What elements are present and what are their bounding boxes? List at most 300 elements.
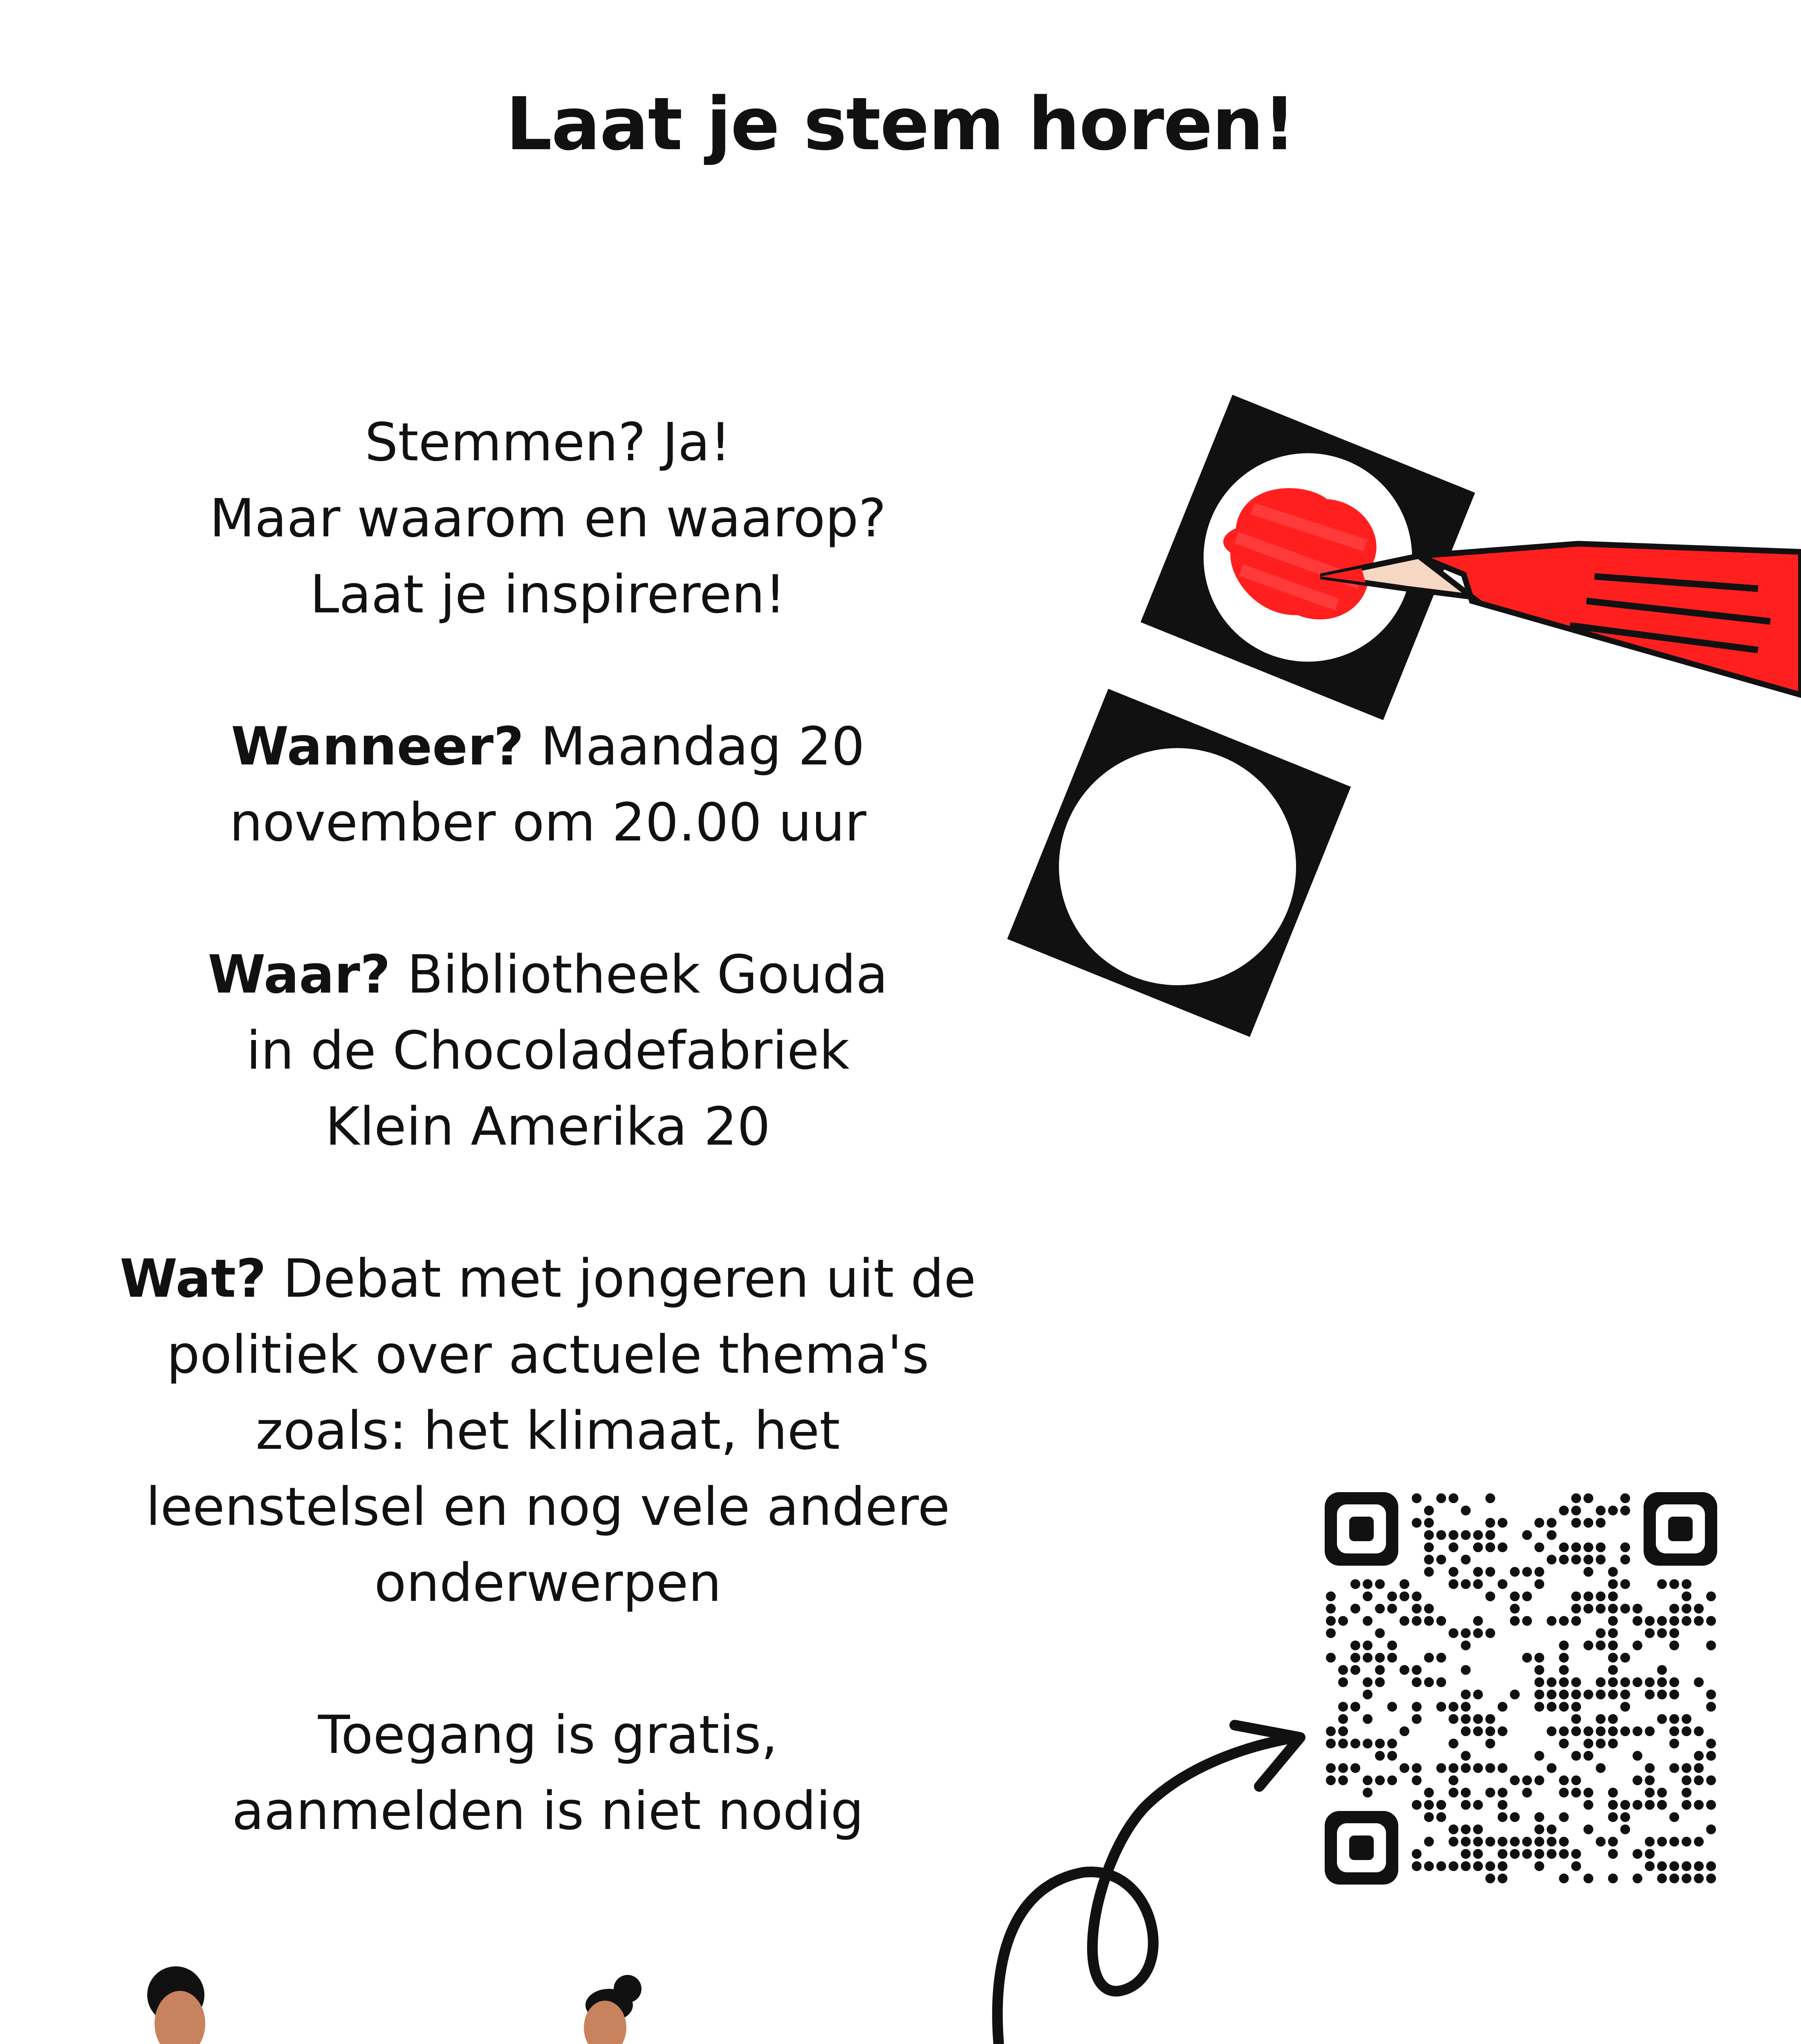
qr-module	[1547, 1849, 1557, 1859]
qr-module	[1596, 1542, 1606, 1552]
qr-module	[1571, 1591, 1581, 1601]
qr-module	[1350, 1739, 1360, 1748]
qr-module	[1461, 1726, 1471, 1736]
qr-module	[1583, 1751, 1593, 1761]
qr-module	[1387, 1653, 1397, 1663]
qr-module	[1461, 1763, 1471, 1773]
qr-module	[1375, 1677, 1385, 1687]
qr-module	[1449, 1493, 1458, 1503]
qr-module	[1706, 1751, 1716, 1761]
qr-module	[1461, 1628, 1471, 1638]
qr-module	[1571, 1518, 1581, 1528]
qr-module	[1498, 1763, 1507, 1773]
qr-module	[1559, 1677, 1569, 1687]
qr-module	[1645, 1788, 1655, 1797]
qr-module	[1338, 1726, 1348, 1736]
qr-module	[1534, 1751, 1544, 1761]
qr-module	[1583, 1690, 1593, 1699]
qr-module	[1596, 1677, 1606, 1687]
qr-module	[1608, 1641, 1618, 1650]
qr-module	[1682, 1726, 1691, 1736]
qr-module	[1706, 1800, 1716, 1810]
qr-module	[1645, 1800, 1655, 1810]
qr-module	[1473, 1579, 1483, 1589]
qr-module	[1412, 1861, 1422, 1871]
qr-module	[1694, 1726, 1704, 1736]
qr-module	[1608, 1616, 1618, 1626]
qr-module	[1387, 1751, 1397, 1761]
qr-module	[1669, 1861, 1679, 1871]
qr-module	[1596, 1506, 1606, 1515]
qr-module	[1633, 1677, 1642, 1687]
qr-module	[1571, 1775, 1581, 1785]
qr-module	[1559, 1812, 1569, 1822]
qr-module	[1473, 1616, 1483, 1626]
qr-module	[1498, 1837, 1507, 1847]
qr-module	[1485, 1714, 1495, 1724]
qr-module	[1338, 1616, 1348, 1626]
qr-module	[1424, 1861, 1434, 1871]
qr-module	[1547, 1824, 1557, 1834]
qr-module	[1412, 1604, 1422, 1614]
qr-module	[1706, 1702, 1716, 1712]
qr-module	[1338, 1763, 1348, 1773]
qr-module	[1596, 1690, 1606, 1699]
qr-module	[1571, 1726, 1581, 1736]
qr-module	[1571, 1751, 1581, 1761]
qr-module	[1473, 1542, 1483, 1552]
qr-module	[1449, 1788, 1458, 1797]
qr-module	[1571, 1788, 1581, 1797]
qr-module	[1571, 1861, 1581, 1871]
qr-module	[1412, 1677, 1422, 1687]
qr-module	[1510, 1567, 1520, 1577]
qr-module	[1559, 1874, 1569, 1883]
qr-module	[1436, 1861, 1446, 1871]
qr-module	[1485, 1726, 1495, 1736]
qr-module	[1424, 1567, 1434, 1577]
qr-module	[1498, 1579, 1507, 1589]
qr-module	[1620, 1604, 1630, 1614]
qr-module	[1559, 1616, 1569, 1626]
qr-module	[1412, 1616, 1422, 1626]
qr-module	[1706, 1690, 1716, 1699]
qr-module	[1706, 1616, 1716, 1626]
qr-module	[1559, 1506, 1569, 1515]
qr-module	[1682, 1604, 1691, 1614]
qr-module	[1596, 1628, 1606, 1638]
qr-module	[1436, 1800, 1446, 1810]
qr-module	[1669, 1616, 1679, 1626]
qr-module	[1633, 1604, 1642, 1614]
qr-module	[1375, 1604, 1385, 1614]
qr-module	[1694, 1604, 1704, 1614]
qr-module	[1510, 1837, 1520, 1847]
qr-module	[1669, 1763, 1679, 1773]
qr-module	[1682, 1800, 1691, 1810]
qr-module	[1682, 1763, 1691, 1773]
qr-module	[1424, 1837, 1434, 1847]
qr-module	[1510, 1591, 1520, 1601]
qr-module	[1363, 1788, 1373, 1797]
qr-module	[1485, 1518, 1495, 1528]
qr-module	[1436, 1653, 1446, 1663]
qr-module	[1473, 1800, 1483, 1810]
qr-module	[1522, 1775, 1532, 1785]
qr-module	[1485, 1874, 1495, 1883]
qr-module	[1694, 1775, 1704, 1785]
qr-module	[1706, 1874, 1716, 1883]
qr-module	[1363, 1739, 1373, 1748]
qr-module	[1559, 1775, 1569, 1785]
qr-module	[1449, 1567, 1458, 1577]
when-label: Wanneer?	[231, 716, 524, 777]
qr-module	[1338, 1702, 1348, 1712]
qr-module	[1363, 1591, 1373, 1601]
qr-module	[1608, 1604, 1618, 1614]
qr-module	[1669, 1677, 1679, 1687]
qr-module	[1424, 1530, 1434, 1540]
qr-module	[1682, 1591, 1691, 1601]
qr-module	[1608, 1812, 1618, 1822]
qr-module	[1326, 1739, 1336, 1748]
qr-module	[1436, 1677, 1446, 1687]
qr-module	[1571, 1604, 1581, 1614]
qr-module	[1669, 1812, 1679, 1822]
qr-module	[1669, 1726, 1679, 1736]
qr-module	[1424, 1604, 1434, 1614]
access-line: aanmelden is niet nodig	[232, 1781, 864, 1842]
qr-module	[1387, 1604, 1397, 1614]
qr-module	[1363, 1579, 1373, 1589]
qr-module	[1547, 1555, 1557, 1564]
qr-module	[1657, 1837, 1667, 1847]
where-address: Klein Amerika 20	[325, 1096, 771, 1157]
qr-module	[1645, 1616, 1655, 1626]
qr-module	[1633, 1849, 1642, 1859]
qr-module	[1608, 1849, 1618, 1859]
qr-module	[1510, 1775, 1520, 1785]
qr-module	[1375, 1653, 1385, 1663]
qr-module	[1547, 1616, 1557, 1626]
qr-module	[1571, 1616, 1581, 1626]
qr-module	[1559, 1665, 1569, 1675]
access-line: Toegang is gratis,	[318, 1705, 778, 1766]
qr-module	[1559, 1555, 1569, 1564]
qr-module	[1498, 1726, 1507, 1736]
qr-module	[1596, 1604, 1606, 1614]
qr-module	[1608, 1567, 1618, 1577]
qr-module	[1412, 1849, 1422, 1859]
qr-module	[1412, 1714, 1422, 1724]
qr-module	[1608, 1690, 1618, 1699]
qr-finder-top-right	[1644, 1492, 1717, 1566]
qr-module	[1608, 1874, 1618, 1883]
qr-module	[1449, 1763, 1458, 1773]
qr-module	[1363, 1714, 1373, 1724]
qr-module	[1620, 1542, 1630, 1552]
qr-module	[1608, 1628, 1618, 1638]
qr-module	[1534, 1653, 1544, 1663]
qr-module	[1706, 1641, 1716, 1650]
qr-module	[1534, 1579, 1544, 1589]
qr-module	[1657, 1690, 1667, 1699]
qr-module	[1387, 1591, 1397, 1601]
qr-module	[1620, 1690, 1630, 1699]
qr-module	[1473, 1628, 1483, 1638]
qr-finder-bottom-left	[1325, 1811, 1398, 1885]
qr-module	[1534, 1665, 1544, 1675]
qr-module	[1583, 1788, 1593, 1797]
qr-module	[1534, 1567, 1544, 1577]
qr-module	[1596, 1641, 1606, 1650]
qr-module	[1461, 1861, 1471, 1871]
qr-module	[1473, 1861, 1483, 1871]
qr-module	[1547, 1763, 1557, 1773]
qr-module	[1498, 1702, 1507, 1712]
qr-module	[1363, 1653, 1373, 1663]
qr-module	[1682, 1714, 1691, 1724]
qr-module	[1559, 1641, 1569, 1650]
qr-module	[1596, 1726, 1606, 1736]
qr-module	[1620, 1506, 1630, 1515]
qr-module	[1620, 1653, 1630, 1663]
left-speaker	[65, 1966, 384, 2044]
qr-module	[1608, 1788, 1618, 1797]
qr-module	[1522, 1653, 1532, 1663]
qr-module	[1436, 1702, 1446, 1712]
qr-module	[1583, 1555, 1593, 1564]
qr-module	[1657, 1861, 1667, 1871]
qr-module	[1510, 1849, 1520, 1859]
qr-module	[1571, 1542, 1581, 1552]
qr-module	[1608, 1579, 1618, 1589]
qr-module	[1571, 1493, 1581, 1503]
qr-module	[1510, 1690, 1520, 1699]
qr-module	[1387, 1739, 1397, 1748]
qr-module	[1412, 1665, 1422, 1675]
qr-module	[1583, 1591, 1593, 1601]
qr-module	[1645, 1861, 1655, 1871]
qr-module	[1510, 1616, 1520, 1626]
qr-module	[1547, 1530, 1557, 1540]
qr-module	[1559, 1849, 1569, 1859]
qr-module	[1485, 1763, 1495, 1773]
qr-module	[1645, 1763, 1655, 1773]
qr-module	[1375, 1775, 1385, 1785]
qr-module	[1449, 1530, 1458, 1540]
qr-module	[1424, 1542, 1434, 1552]
qr-module	[1449, 1739, 1458, 1748]
qr-module	[1534, 1775, 1544, 1785]
qr-module	[1485, 1788, 1495, 1797]
qr-module	[1534, 1690, 1544, 1699]
qr-module	[1571, 1690, 1581, 1699]
qr-module	[1657, 1714, 1667, 1724]
when-date: Maandag 20	[541, 716, 865, 777]
qr-module	[1461, 1714, 1471, 1724]
qr-module	[1449, 1542, 1458, 1552]
qr-module	[1596, 1591, 1606, 1601]
qr-module	[1449, 1579, 1458, 1589]
qr-module	[1461, 1788, 1471, 1797]
qr-module	[1375, 1665, 1385, 1675]
qr-module	[1669, 1690, 1679, 1699]
qr-module	[1559, 1702, 1569, 1712]
qr-module	[1620, 1579, 1630, 1589]
qr-module	[1510, 1812, 1520, 1822]
qr-module	[1583, 1726, 1593, 1736]
qr-module	[1534, 1518, 1544, 1528]
where-building: in de Chocoladefabriek	[246, 1020, 850, 1081]
qr-module	[1694, 1874, 1704, 1883]
what-text: onderwerpen	[374, 1553, 722, 1614]
qr-module	[1412, 1763, 1422, 1773]
qr-module	[1596, 1739, 1606, 1748]
qr-module	[1424, 1518, 1434, 1528]
qr-module	[1498, 1518, 1507, 1528]
qr-module	[1583, 1542, 1593, 1552]
qr-module	[1350, 1702, 1360, 1712]
page-title: Laat je stem horen!	[505, 82, 1296, 166]
qr-module	[1657, 1788, 1667, 1797]
qr-module	[1400, 1726, 1409, 1736]
what-label: Wat?	[119, 1248, 267, 1309]
qr-module	[1571, 1849, 1581, 1859]
qr-module	[1620, 1702, 1630, 1712]
qr-module	[1363, 1641, 1373, 1650]
qr-module	[1633, 1775, 1642, 1785]
qr-module	[1485, 1591, 1495, 1601]
qr-module	[1424, 1653, 1434, 1663]
qr-module	[1694, 1763, 1704, 1773]
qr-module	[1436, 1763, 1446, 1773]
qr-module	[1375, 1739, 1385, 1748]
intro-line: Maar waarom en waarop?	[209, 488, 886, 549]
qr-module	[1534, 1702, 1544, 1712]
qr-module	[1498, 1542, 1507, 1552]
qr-module	[1645, 1837, 1655, 1847]
qr-module	[1473, 1763, 1483, 1773]
qr-module	[1645, 1849, 1655, 1859]
qr-module	[1706, 1591, 1716, 1601]
qr-module	[1608, 1726, 1618, 1736]
qr-module	[1559, 1690, 1569, 1699]
qr-module	[1387, 1775, 1397, 1785]
qr-module	[1424, 1616, 1434, 1626]
qr-code	[1325, 1492, 1717, 1885]
intro-line: Stemmen? Ja!	[365, 412, 731, 473]
qr-module	[1694, 1800, 1704, 1810]
qr-module	[1657, 1628, 1667, 1638]
qr-module	[1350, 1763, 1360, 1773]
qr-module	[1706, 1775, 1716, 1785]
qr-module	[1400, 1579, 1409, 1589]
qr-module	[1449, 1702, 1458, 1712]
qr-module	[1559, 1739, 1569, 1748]
qr-module	[1473, 1690, 1483, 1699]
qr-module	[1522, 1591, 1532, 1601]
when-time: november om 20.00 uur	[229, 792, 866, 853]
qr-module	[1633, 1726, 1642, 1736]
qr-module	[1326, 1604, 1336, 1614]
qr-module	[1596, 1555, 1606, 1564]
qr-module	[1473, 1714, 1483, 1724]
qr-finder-top-left	[1325, 1492, 1398, 1566]
qr-module	[1510, 1604, 1520, 1614]
curly-arrow-icon	[998, 1725, 1300, 2044]
qr-module	[1326, 1628, 1336, 1638]
qr-module	[1498, 1849, 1507, 1859]
qr-module	[1571, 1677, 1581, 1687]
where-label: Waar?	[208, 944, 391, 1005]
qr-module	[1412, 1702, 1422, 1712]
qr-module	[1350, 1604, 1360, 1614]
qr-module	[1449, 1824, 1458, 1834]
qr-module	[1645, 1726, 1655, 1736]
qr-module	[1461, 1665, 1471, 1675]
qr-module	[1669, 1874, 1679, 1883]
qr-module	[1338, 1739, 1348, 1748]
qr-module	[1534, 1837, 1544, 1847]
qr-module	[1400, 1763, 1409, 1773]
qr-module	[1485, 1542, 1495, 1552]
qr-module	[1596, 1518, 1606, 1528]
qr-module	[1449, 1861, 1458, 1871]
qr-module	[1583, 1604, 1593, 1614]
qr-module	[1522, 1849, 1532, 1859]
qr-module	[1547, 1726, 1557, 1736]
qr-module	[1522, 1616, 1532, 1626]
qr-module	[1326, 1653, 1336, 1663]
qr-module	[1633, 1800, 1642, 1810]
qr-module	[1461, 1530, 1471, 1540]
qr-module	[1424, 1800, 1434, 1810]
qr-module	[1449, 1837, 1458, 1847]
qr-module	[1657, 1800, 1667, 1810]
right-speaker	[457, 1975, 703, 2044]
qr-module	[1620, 1800, 1630, 1810]
qr-module	[1326, 1775, 1336, 1785]
qr-module	[1547, 1837, 1557, 1847]
qr-module	[1436, 1493, 1446, 1503]
debate-illustration	[65, 1966, 703, 2044]
qr-module	[1559, 1788, 1569, 1797]
where-venue: Bibliotheek Gouda	[407, 944, 888, 1005]
qr-module	[1657, 1665, 1667, 1675]
qr-module	[1387, 1702, 1397, 1712]
qr-module	[1620, 1812, 1630, 1822]
qr-module	[1461, 1702, 1471, 1712]
qr-module	[1608, 1506, 1618, 1515]
qr-module	[1424, 1506, 1434, 1515]
qr-module	[1375, 1579, 1385, 1589]
qr-module	[1694, 1837, 1704, 1847]
qr-module	[1547, 1518, 1557, 1528]
qr-module	[1412, 1800, 1422, 1810]
what-text: politiek over actuele thema's	[166, 1325, 929, 1385]
qr-module	[1608, 1739, 1618, 1748]
qr-module	[1583, 1874, 1593, 1883]
qr-module	[1534, 1542, 1544, 1552]
qr-module	[1608, 1653, 1618, 1663]
what-text: zoals: het klimaat, het	[256, 1401, 840, 1461]
qr-module	[1424, 1555, 1434, 1564]
qr-module	[1461, 1555, 1471, 1564]
qr-module	[1449, 1714, 1458, 1724]
qr-module	[1669, 1628, 1679, 1638]
qr-module	[1706, 1739, 1716, 1748]
